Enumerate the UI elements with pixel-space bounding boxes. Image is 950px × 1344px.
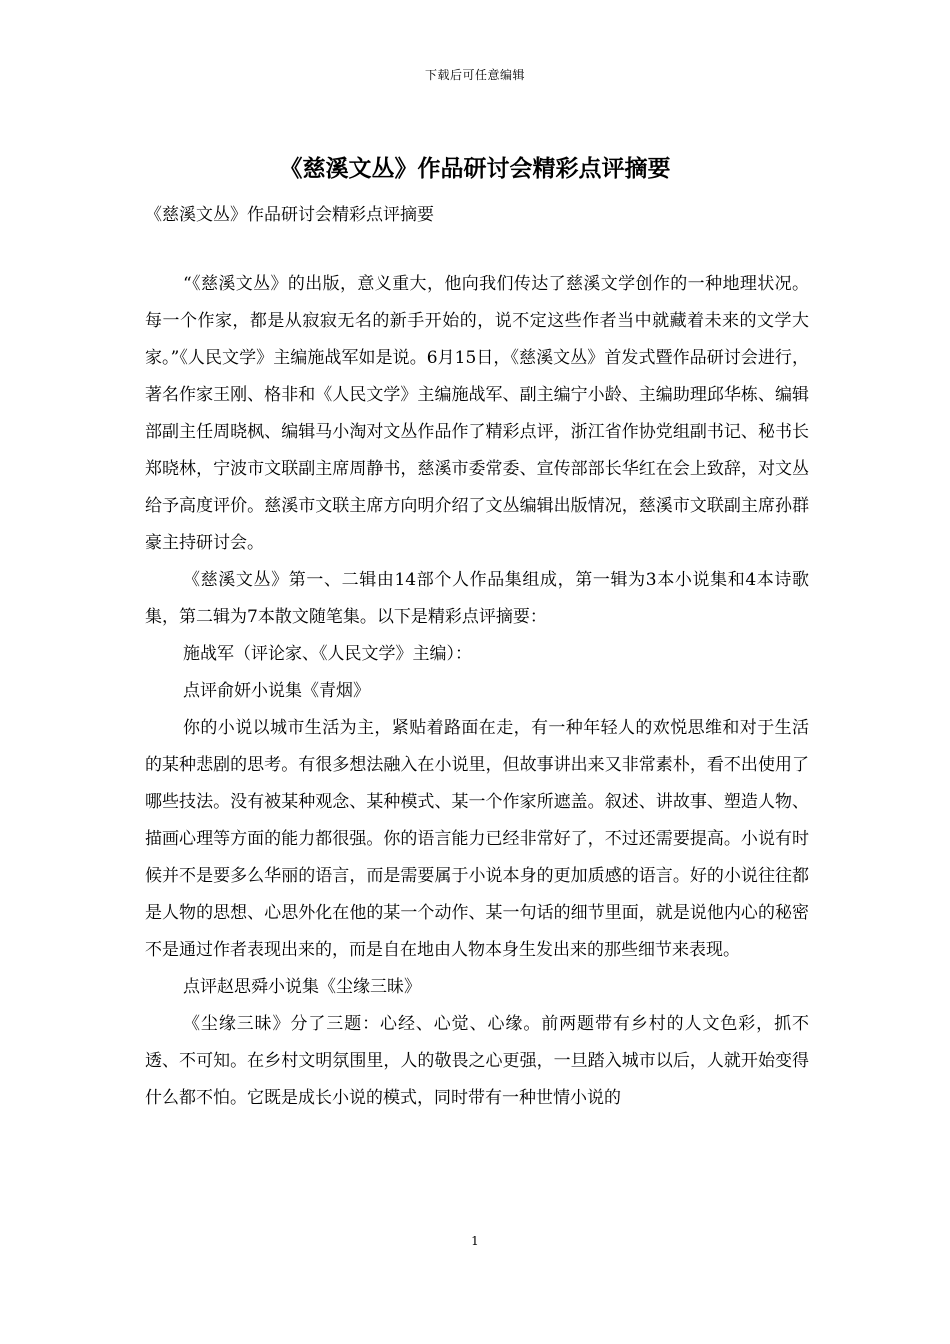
paragraph: 点评赵思舜小说集《尘缘三昧》 [183, 977, 421, 997]
paragraph: 《尘缘三昧》分了三题：心经、心觉、心缘。前两题带有乡村的人文色彩，抓不透、不可知。在乡村文明氛围里，人的敬畏之心更强，一旦踏入城市以后，人就开始变得什么都不怕。它既是成长小说的模式，同时带有一种世情小说的 [145, 1014, 809, 1108]
document-title: 《慈溪文丛》作品研讨会精彩点评摘要 [279, 156, 671, 182]
paragraph: 《慈溪文丛》第一、二辑由14部个人作品集组成，第一辑为3本小说集和4本诗歌集，第二辑为7本散文随笔集。以下是精彩点评摘要： [145, 570, 809, 627]
page-number: 1 [471, 1234, 479, 1248]
header-note: 下载后可任意编辑 [424, 68, 525, 82]
paragraph: 点评俞妍小说集《青烟》 [183, 681, 370, 701]
paragraph: 施战军（评论家、《人民文学》主编）： [183, 644, 472, 664]
paragraph: “《慈溪文丛》的出版，意义重大，他向我们传达了慈溪文学创作的一种地理状况。每一个作家，都是从寂寂无名的新手开始的，说不定这些作者当中就藏着未来的文学大家。”《人民文学》主编施战军如是说。6月15日，《慈溪文丛》首发式暨作品研讨会进行，著名作家王刚、格非和《人民文学》主编施战军、副主编宁小龄、主编助理邱华栋、编辑部副主任周晓枫、编辑马小淘对文丛作品作了精彩点评，浙江省作协党组副书记、秘书长郑晓林，宁波市文联副主席周静书，慈溪市委常委、宣传部部长华红在会上致辞，对文丛给予高度评价。慈溪市文联主席方向明介绍了文丛编辑出版情况，慈溪市文联副主席孙群豪主持研讨会。 [145, 274, 809, 553]
document-body [145, 266, 809, 1117]
document-subtitle: 《慈溪文丛》作品研讨会精彩点评摘要 [145, 205, 434, 225]
paragraph: 你的小说以城市生活为主，紧贴着路面在走，有一种年轻人的欢悦思维和对于生活的某种悲剧的思考。有很多想法融入在小说里，但故事讲出来又非常素朴，看不出使用了哪些技法。没有被某种观念、某种模式、某一个作家所遮盖。叙述、讲故事、塑造人物、描画心理等方面的能力都很强。你的语言能力已经非常好了，不过还需要提高。小说有时候并不是要多么华丽的语言，而是需要属于小说本身的更加质感的语言。好的小说往往都是人物的思想、心思外化在他的某一个动作、某一句话的细节里面，就是说他内心的秘密不是通过作者表现出来的，而是自在地由人物本身生发出来的那些细节来表现。 [145, 718, 809, 960]
